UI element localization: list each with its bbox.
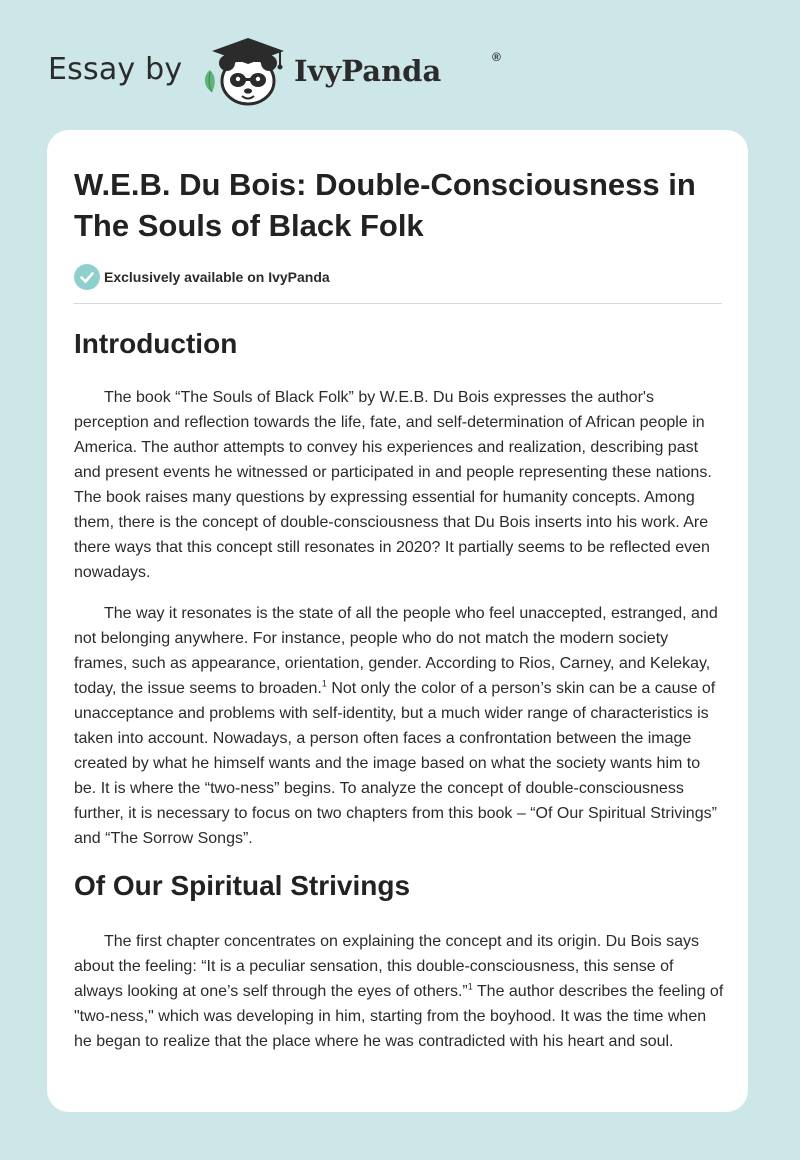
paragraph-text: Not only the color of a person’s skin can be a cause of unacceptance and problems with self-identity, but a much wider range of characteristics is taken into account. Nowadays, a person often faces a confrontation between the image created by what he himself wants and the image based on what the society wants him to be. It is where the “two-ness” begins. To analyze the concept of double-consciousness further, it is necessary to focus on two chapters from this book – “Of Our Spiritual Strivings” and “The Sorrow Songs”. [74, 680, 717, 847]
divider [74, 303, 722, 304]
paragraph-text: The first chapter concentrates on explaining the concept and its origin. Du Bois says about the feeling: “It is a peculiar sensation, this double-consciousness, this sense of always looking at one’s self through the eyes of others.” [74, 933, 699, 1000]
section-heading-introduction: Introduction [74, 328, 238, 359]
paragraph-intro-1: The book “The Souls of Black Folk” by W.E.B. Du Bois expresses the author's perception and reflection towards the life, fate, and self-determination of African people in America. The author attempts to convey his experiences and realization, describing past and present events he witnessed or participated in and people representing these nations. The book raises many questions by expressing essential for humanity concepts. Among them, there is the concept of double-consciousness that Du Bois inserts into his work. Are there ways that this concept still resonates in 2020? It partially seems to be reflected even nowadays. [74, 389, 712, 581]
check-circle-icon [74, 264, 100, 290]
footnote-ref[interactable]: 1 [321, 678, 327, 689]
section-heading-spiritual-strivings: Of Our Spiritual Strivings [74, 870, 411, 901]
registered-mark: ® [492, 50, 501, 64]
essay-title: W.E.B. Du Bois: Double-Consciousness in The Souls of Black Folk [74, 167, 696, 243]
footnote-ref[interactable]: 1 [467, 981, 473, 992]
brand-header [48, 36, 501, 108]
brand-name: IvyPanda [294, 54, 442, 88]
essay-card [47, 130, 748, 1112]
panda-logo-icon[interactable] [200, 36, 292, 108]
exclusive-badge-text: Exclusively available on IvyPanda [104, 269, 330, 285]
paragraph-text: The way it resonates is the state of all the people who feel unaccepted, estranged, and not belonging anywhere. For instance, people who do not match the modern society frames, such as appearance, orientation, gender. According to Rios, Carney, and Kelekay, today, the issue seems to broaden. [74, 605, 718, 697]
paragraph-strivings-1 [74, 929, 724, 1054]
paragraph-text: The author describes the feeling of "two-ness," which was developing in him, starting from the boyhood. It was the time when he began to realize that the place where he was contradicted with his heart and soul. [74, 983, 724, 1050]
paragraph-intro-2 [74, 601, 724, 851]
brand-prefix: Essay by [48, 52, 183, 87]
